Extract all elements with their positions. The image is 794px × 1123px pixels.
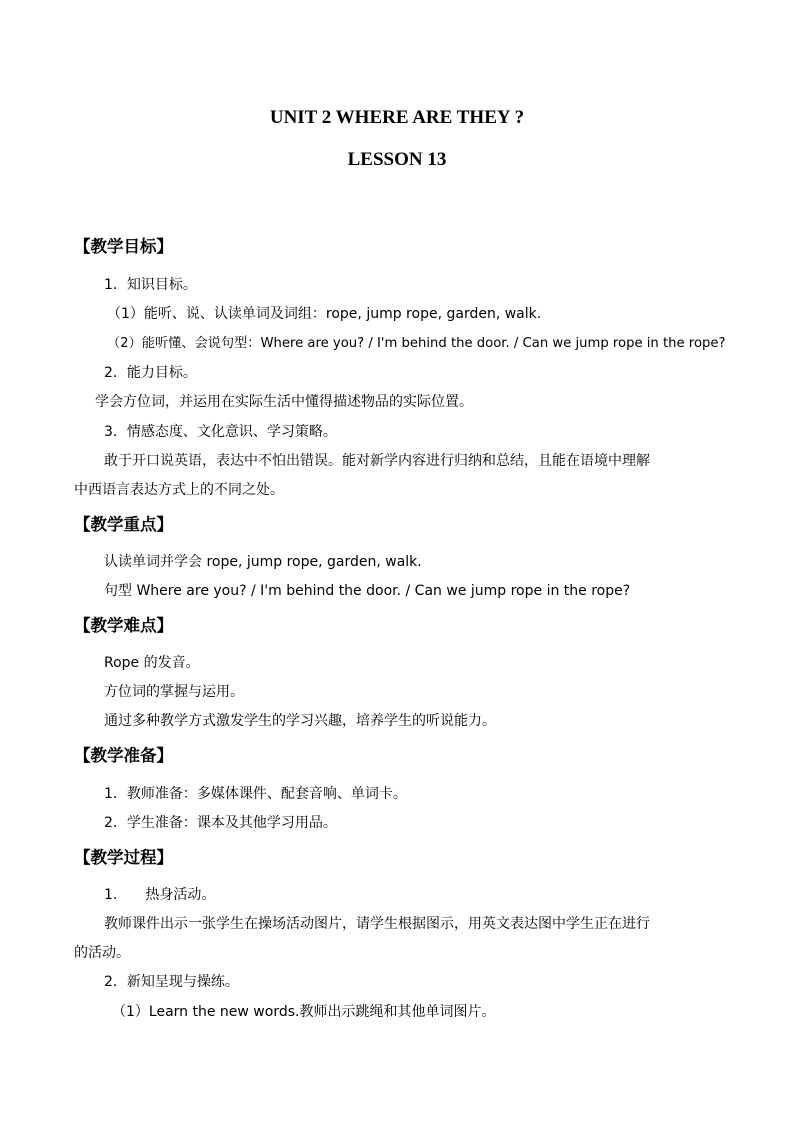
preparation-line: 2．学生准备：课本及其他学习用品。	[104, 815, 337, 831]
objectives-line: 敢于开口说英语，表达中不怕出错误。能对新学内容进行归纳和总结，且能在语境中理解	[104, 453, 650, 469]
objectives-line: 3．情感态度、文化意识、学习策略。	[104, 424, 337, 440]
objectives-line: 2．能力目标。	[104, 365, 197, 381]
section-heading-key-points: 【教学重点】	[74, 515, 173, 534]
section-heading-preparation: 【教学准备】	[74, 746, 173, 765]
process-step-1-number: 1.	[104, 887, 118, 903]
preparation-line: 1．教师准备：多媒体课件、配套音响、单词卡。	[104, 786, 407, 802]
process-line: 的活动。	[74, 945, 130, 961]
objectives-line: （1）能听、说、认读单词及词组：rope, jump rope, garden, walk.	[107, 306, 542, 322]
difficulties-line: Rope 的发音。	[104, 655, 200, 671]
process-line: （1）Learn the new words.教师出示跳绳和其他单词图片。	[112, 1004, 496, 1020]
key-points-line: 句型 Where are you? / I'm behind the door. / Can we jump rope in the rope?	[104, 583, 631, 599]
section-heading-difficulties: 【教学难点】	[74, 616, 173, 635]
difficulties-line: 通过多种教学方式激发学生的学习兴趣，培养学生的听说能力。	[104, 713, 496, 729]
objectives-line: 学会方位词，并运用在实际生活中懂得描述物品的实际位置。	[95, 394, 473, 410]
process-step-1	[104, 885, 215, 905]
objectives-line: （2）能听懂、会说句型：Where are you? / I'm behind the door. / Can we jump rope in the rope?	[107, 336, 726, 351]
unit-title: UNIT 2 WHERE ARE THEY ?	[269, 107, 525, 128]
process-step-1-text: 热身活动。	[145, 887, 216, 903]
key-points-line: 认读单词并学会 rope, jump rope, garden, walk.	[104, 554, 422, 570]
lesson-title: LESSON 13	[347, 149, 447, 170]
process-line: 教师课件出示一张学生在操场活动图片，请学生根据图示，用英文表达图中学生正在进行	[104, 916, 650, 932]
objectives-line: 1．知识目标。	[104, 277, 197, 293]
objectives-line: 中西语言表达方式上的不同之处。	[74, 482, 284, 498]
process-line: 2．新知呈现与操练。	[104, 974, 239, 990]
section-heading-objectives: 【教学目标】	[74, 237, 173, 256]
difficulties-line: 方位词的掌握与运用。	[104, 684, 244, 700]
section-heading-process: 【教学过程】	[74, 848, 173, 867]
